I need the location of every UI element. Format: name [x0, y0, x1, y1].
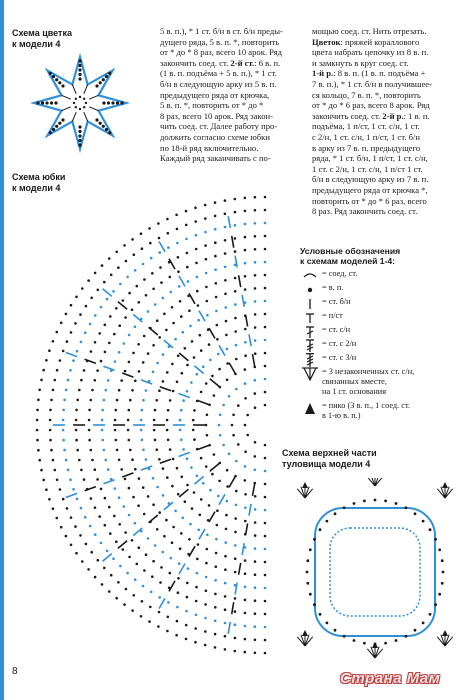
legend-item	[300, 297, 470, 307]
text-line: б/н в следующую арку из 5 в. п.	[160, 78, 277, 89]
legend-text: = ст. с/н	[322, 325, 351, 334]
watermark-logo: Страна Мам	[340, 670, 441, 687]
text-line: и замкнуть в круг соед. ст.	[312, 57, 409, 68]
top-heading	[282, 448, 377, 469]
text-line: 5 в. п.), * 1 ст. б/н в ст. б/н преды-	[160, 26, 283, 36]
legend-text: = п/ст	[322, 311, 343, 320]
text-line: предыдущего ряда от крючка *,	[312, 184, 428, 195]
text-line: 7 в. п.), * 1 ст. б/н в получившее-	[312, 78, 432, 89]
text-line: с 2/н, 1 ст. с/н, 1 п/ст, 1 ст. б/н	[312, 131, 420, 142]
legend-item	[300, 325, 470, 335]
legend-text: = в. п.	[322, 283, 344, 292]
text-line: Цветок: пряжей кораллового	[312, 36, 420, 47]
double-crochet-icon	[300, 325, 322, 335]
legend-item	[300, 339, 470, 349]
flower-heading-line2: к модели 4	[12, 38, 61, 49]
legend-item	[300, 401, 470, 421]
legend-text: = 3 незаконченных ст. с/н, связанных вместе, на 1 ст. основания	[322, 367, 415, 396]
chain-icon	[300, 283, 322, 293]
page-number: 8	[12, 666, 18, 677]
instructions-column-2	[312, 26, 468, 217]
text-line: 1 ст. с 2/н, 1 ст. с/н, 1 п/ст 1 ст.	[312, 163, 423, 174]
skirt-heading-line1: Схема юбки	[12, 172, 66, 182]
half-double-icon	[300, 311, 322, 321]
text-line: Каждый ряд заканчивать с по-	[160, 153, 271, 164]
text-line: мощью соед. ст. Нить отрезать.	[312, 26, 427, 36]
legend-item	[300, 353, 470, 363]
text-line: от * до * 6 раз, всего 8 арок. Ряд	[312, 100, 430, 111]
skirt-diagram	[10, 182, 280, 660]
text-line: по 18-й ряд включительно.	[160, 142, 259, 153]
slip-stitch-icon	[300, 269, 322, 279]
top-heading-line1: Схема верхней части	[282, 448, 377, 458]
flower-diagram	[20, 48, 140, 158]
flower-heading	[12, 28, 72, 49]
text-line: 5 в. п. *, повторить от * до *	[160, 100, 264, 111]
single-crochet-icon	[300, 297, 322, 307]
legend	[300, 246, 470, 425]
text-line: цвета набрать цепочку из 8 в. п.	[312, 47, 429, 58]
legend-item	[300, 269, 470, 279]
legend-title-line1: Условные обозначения	[300, 246, 401, 256]
text-line: ряда, * 1 ст. б/н, 1 п/ст, 1 ст. с/н,	[312, 153, 428, 164]
text-line: повторить от * до * 6 раз, всего	[312, 195, 427, 206]
text-line: закончить соед. ст. 2-й р.: 1 в. п.	[312, 110, 430, 121]
text-line: в арку из 7 в. п. предыдущего	[312, 142, 421, 153]
page-edge-strip	[0, 0, 4, 700]
skirt-heading-line2: к модели 4	[12, 182, 61, 193]
treble-crochet-icon	[300, 339, 322, 349]
triple-treble-icon	[300, 353, 322, 363]
flower-heading-line1: Схема цветка	[12, 28, 72, 38]
picot-icon	[300, 401, 322, 411]
text-line: 8 раз. Ряд закончить соед. ст.	[312, 206, 418, 217]
text-line: подъёма, 1 п/ст, 1 ст. с/н, 1 ст.	[312, 121, 420, 132]
text-line: предыдущего ряда от крючка,	[160, 89, 270, 100]
cluster-icon	[300, 367, 322, 377]
legend-item	[300, 283, 470, 293]
legend-text: = ст. с 3/н	[322, 353, 357, 362]
text-line: дущего ряда, 5 в. п. *, повторить	[160, 36, 280, 47]
top-part-diagram	[285, 478, 465, 668]
text-line: от * до * 8 раз, всего 10 арок. Ряд	[160, 47, 282, 58]
legend-text: = соед. ст.	[322, 269, 358, 278]
text-line: чить соед. ст. Далее работу про-	[160, 121, 278, 132]
legend-item	[300, 311, 470, 321]
legend-title-line2: к схемам моделей 1-4:	[300, 256, 396, 266]
legend-text: = пико (3 в. п., 1 соед. ст. в 1-ю в. п.)	[322, 401, 411, 420]
text-line: б/н в следующую арку из 7 в. п.	[312, 174, 429, 185]
instructions-column-1	[160, 26, 300, 164]
text-line: закончить соед. ст. 2-й ст.: 6 в. п.	[160, 57, 281, 68]
legend-text: = ст. б/н	[322, 297, 351, 306]
legend-item	[300, 367, 470, 397]
legend-title	[300, 246, 470, 266]
top-heading-line2: туловища модели 4	[282, 458, 371, 469]
legend-text: = ст. с 2/н	[322, 339, 357, 348]
text-line: (1 в. п. подъёма + 5 в. п.), * 1 ст.	[160, 68, 277, 79]
text-line: 8 раз, всего 10 арок. Ряд закон-	[160, 110, 273, 121]
text-line: должить согласно схеме юбки	[160, 131, 270, 142]
text-line: 1-й р.: 8 в. п. (1 в. п. подъёма +	[312, 68, 426, 79]
text-line: ся кольцо, 7 в. п. *, повторить	[312, 89, 421, 100]
